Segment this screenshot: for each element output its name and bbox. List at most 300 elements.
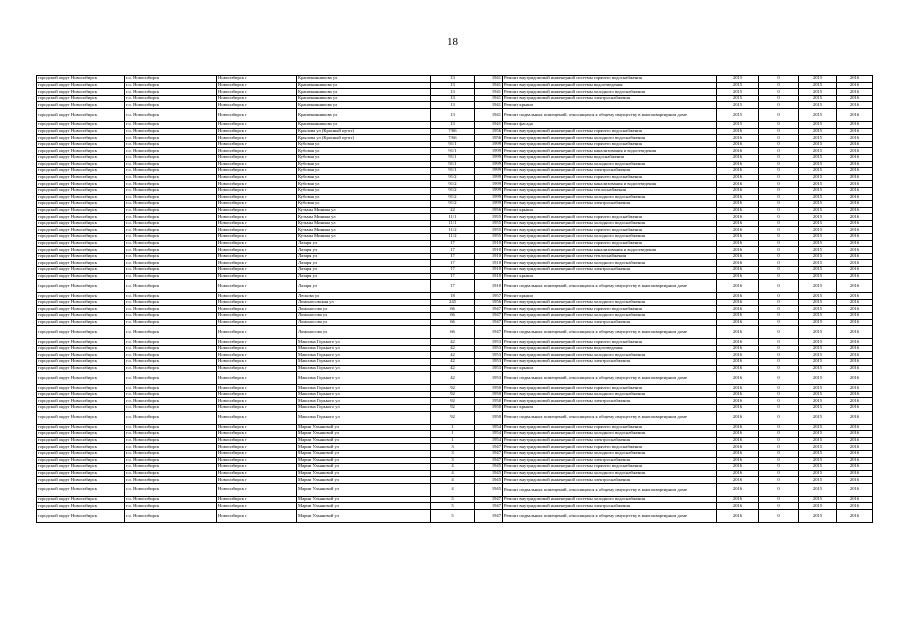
table-body: [37, 76, 873, 523]
cell-build-year: 1955: [475, 220, 503, 227]
cell-period-end: 2016: [837, 365, 873, 372]
cell-period-end: 2016: [837, 431, 873, 438]
table-row: [37, 313, 873, 320]
cell-period-end: 2016: [837, 95, 873, 102]
cell-municipal-district: г.о. Новосибирск: [125, 372, 217, 385]
cell-period-start: 2015: [799, 339, 837, 346]
cell-street: Кубовая ул: [297, 148, 431, 155]
cell-municipality: городской округ Новосибирск: [37, 240, 125, 247]
cell-locality: Новосибирск г: [217, 102, 297, 109]
cell-locality: Новосибирск г: [217, 240, 297, 247]
capital-repair-table: [36, 75, 872, 523]
cell-build-year: 1953: [475, 352, 503, 359]
cell-locality: Новосибирск г: [217, 181, 297, 188]
cell-locality: Новосибирск г: [217, 267, 297, 274]
cell-work-type: Ремонт внутридомовой инженерной системы канализования и водоотведения: [503, 247, 717, 254]
cell-plan-year: 2016: [717, 273, 759, 280]
cell-plan-year: 2015: [717, 102, 759, 109]
cell-period-start: 2015: [799, 181, 837, 188]
cell-build-year: 1954: [475, 437, 503, 444]
cell-plan-year: 2016: [717, 510, 759, 523]
cell-build-year: 1950: [475, 404, 503, 411]
cell-cost: 0: [759, 240, 799, 247]
cell-municipality: городской округ Новосибирск: [37, 404, 125, 411]
cell-cost: 0: [759, 293, 799, 300]
cell-house-number: 4: [431, 477, 475, 484]
cell-locality: Новосибирск г: [217, 431, 297, 438]
cell-period-end: 2016: [837, 141, 873, 148]
cell-work-type: Ремонт внутридомовой инженерной системы холодного водоснабжения: [503, 194, 717, 201]
cell-work-type: Ремонт внутридомовой инженерной системы электроснабжения: [503, 477, 717, 484]
table-row: [37, 450, 873, 457]
cell-build-year: 1947: [475, 319, 503, 326]
cell-period-end: 2016: [837, 234, 873, 241]
table-row: [37, 477, 873, 484]
cell-plan-year: 2016: [717, 181, 759, 188]
cell-build-year: 1947: [475, 450, 503, 457]
cell-period-start: 2015: [799, 201, 837, 208]
cell-house-number: 1: [431, 424, 475, 431]
cell-cost: 0: [759, 483, 799, 496]
cell-work-type: Ремонт внутридомовой инженерной системы холодного водоснабжения: [503, 352, 717, 359]
cell-period-end: 2016: [837, 280, 873, 293]
cell-cost: 0: [759, 477, 799, 484]
table-row: [37, 234, 873, 241]
cell-locality: Новосибирск г: [217, 496, 297, 503]
cell-locality: Новосибирск г: [217, 260, 297, 267]
cell-locality: Новосибирск г: [217, 398, 297, 405]
cell-period-end: 2016: [837, 293, 873, 300]
cell-locality: Новосибирск г: [217, 345, 297, 352]
cell-cost: 0: [759, 141, 799, 148]
cell-work-type: Ремонт внутридомовой инженерной системы холодного водоснабжения: [503, 135, 717, 142]
cell-municipal-district: г.о. Новосибирск: [125, 76, 217, 83]
table-row: [37, 510, 873, 523]
cell-house-number: 13: [431, 82, 475, 89]
cell-build-year: 1945: [475, 483, 503, 496]
cell-municipal-district: г.о. Новосибирск: [125, 424, 217, 431]
cell-period-end: 2016: [837, 76, 873, 83]
cell-municipal-district: г.о. Новосибирск: [125, 240, 217, 247]
cell-house-number: 17: [431, 267, 475, 274]
cell-period-end: 2016: [837, 450, 873, 457]
cell-municipal-district: г.о. Новосибирск: [125, 457, 217, 464]
cell-house-number: 3: [431, 450, 475, 457]
cell-plan-year: 2016: [717, 267, 759, 274]
table-row: [37, 168, 873, 175]
cell-work-type: Ремонт внутридомовой инженерной системы канализования и водоотведения: [503, 181, 717, 188]
cell-locality: Новосибирск г: [217, 141, 297, 148]
cell-period-end: 2016: [837, 267, 873, 274]
cell-locality: Новосибирск г: [217, 437, 297, 444]
cell-locality: Новосибирск г: [217, 319, 297, 326]
cell-plan-year: 2016: [717, 470, 759, 477]
cell-work-type: Ремонт внутридомовой инженерной системы горячего водоснабжения: [503, 141, 717, 148]
cell-municipality: городской округ Новосибирск: [37, 260, 125, 267]
cell-period-end: 2016: [837, 247, 873, 254]
cell-period-end: 2016: [837, 326, 873, 339]
table-row: [37, 76, 873, 83]
cell-plan-year: 2016: [717, 503, 759, 510]
cell-municipality: городской округ Новосибирск: [37, 299, 125, 306]
cell-work-type: Ремонт внутридомовой инженерной системы горячего водоснабжения: [503, 464, 717, 471]
cell-build-year: 1941: [475, 82, 503, 89]
cell-street: Максима Горького ул: [297, 404, 431, 411]
cell-build-year: 1950: [475, 385, 503, 392]
cell-municipality: городской округ Новосибирск: [37, 220, 125, 227]
cell-municipal-district: г.о. Новосибирск: [125, 214, 217, 221]
cell-house-number: 3: [431, 444, 475, 451]
cell-municipality: городской округ Новосибирск: [37, 477, 125, 484]
cell-cost: 0: [759, 247, 799, 254]
cell-street: Крылова ул (Красный пр-кт): [297, 128, 431, 135]
cell-locality: Новосибирск г: [217, 234, 297, 241]
cell-work-type: Ремонт внутридомовой инженерной системы электроснабжения: [503, 457, 717, 464]
cell-period-start: 2015: [799, 411, 837, 424]
cell-municipality: городской округ Новосибирск: [37, 358, 125, 365]
cell-cost: 0: [759, 227, 799, 234]
cell-municipality: городской округ Новосибирск: [37, 450, 125, 457]
cell-municipal-district: г.о. Новосибирск: [125, 168, 217, 175]
cell-municipality: городской округ Новосибирск: [37, 457, 125, 464]
cell-cost: 0: [759, 496, 799, 503]
cell-work-type: Ремонт внутридомовой инженерной системы горячего водоснабжения: [503, 444, 717, 451]
cell-street: Крашенинникова ул: [297, 102, 431, 109]
table-row: [37, 220, 873, 227]
cell-period-end: 2016: [837, 227, 873, 234]
table-row: [37, 352, 873, 359]
cell-street: Лазаря ул: [297, 267, 431, 274]
cell-municipal-district: г.о. Новосибирск: [125, 411, 217, 424]
cell-cost: 0: [759, 299, 799, 306]
cell-build-year: 1956: [475, 128, 503, 135]
cell-municipality: городской округ Новосибирск: [37, 280, 125, 293]
cell-plan-year: 2016: [717, 424, 759, 431]
cell-municipality: городской округ Новосибирск: [37, 227, 125, 234]
table-row: [37, 214, 873, 221]
cell-work-type: Ремонт внутридомовой инженерной системы водоотведения: [503, 82, 717, 89]
cell-build-year: 1999: [475, 141, 503, 148]
cell-municipality: городской округ Новосибирск: [37, 339, 125, 346]
cell-cost: 0: [759, 450, 799, 457]
table-row: [37, 201, 873, 208]
cell-house-number: 13: [431, 95, 475, 102]
cell-cost: 0: [759, 108, 799, 121]
cell-municipality: городской округ Новосибирск: [37, 313, 125, 320]
cell-work-type: Ремонт подвальных помещений, относящихся к общему имуществу в многоквартирном доме: [503, 108, 717, 121]
cell-municipal-district: г.о. Новосибирск: [125, 313, 217, 320]
table-row: [37, 437, 873, 444]
table-row: [37, 187, 873, 194]
cell-locality: Новосибирск г: [217, 385, 297, 392]
cell-street: Кубовая ул: [297, 161, 431, 168]
cell-locality: Новосибирск г: [217, 470, 297, 477]
cell-period-start: 2015: [799, 135, 837, 142]
cell-street: Лескова ул: [297, 293, 431, 300]
cell-period-end: 2016: [837, 253, 873, 260]
table-row: [37, 267, 873, 274]
cell-cost: 0: [759, 411, 799, 424]
cell-street: Марии Ульяновой ул: [297, 431, 431, 438]
cell-street: Крылова ул (Красный пр-кт): [297, 135, 431, 142]
cell-plan-year: 2016: [717, 352, 759, 359]
cell-work-type: Ремонт внутридомовой инженерной системы горячего водоснабжения: [503, 174, 717, 181]
cell-build-year: 1955: [475, 227, 503, 234]
cell-cost: 0: [759, 253, 799, 260]
cell-build-year: 1947: [475, 457, 503, 464]
cell-work-type: Ремонт внутридомовой инженерной системы электроснабжения: [503, 201, 717, 208]
cell-build-year: 1941: [475, 89, 503, 96]
cell-municipal-district: г.о. Новосибирск: [125, 483, 217, 496]
cell-work-type: Ремонт подвальных помещений, относящихся к общему имуществу в многоквартирном доме: [503, 280, 717, 293]
cell-build-year: 1910: [475, 273, 503, 280]
cell-cost: 0: [759, 470, 799, 477]
cell-period-end: 2016: [837, 319, 873, 326]
cell-build-year: 1999: [475, 148, 503, 155]
cell-work-type: Ремонт внутридомовой инженерной системы холодного водоснабжения: [503, 313, 717, 320]
cell-cost: 0: [759, 174, 799, 181]
cell-work-type: Ремонт крыши: [503, 273, 717, 280]
cell-municipality: городской округ Новосибирск: [37, 293, 125, 300]
cell-period-start: 2015: [799, 503, 837, 510]
cell-cost: 0: [759, 404, 799, 411]
cell-period-end: 2016: [837, 299, 873, 306]
cell-municipal-district: г.о. Новосибирск: [125, 154, 217, 161]
cell-cost: 0: [759, 372, 799, 385]
cell-cost: 0: [759, 95, 799, 102]
cell-period-end: 2016: [837, 240, 873, 247]
cell-municipal-district: г.о. Новосибирск: [125, 444, 217, 451]
cell-cost: 0: [759, 431, 799, 438]
cell-locality: Новосибирск г: [217, 121, 297, 128]
cell-street: Максима Горького ул: [297, 352, 431, 359]
cell-house-number: 11/1: [431, 214, 475, 221]
cell-municipal-district: г.о. Новосибирск: [125, 95, 217, 102]
table-row: [37, 385, 873, 392]
cell-municipality: городской округ Новосибирск: [37, 411, 125, 424]
cell-cost: 0: [759, 313, 799, 320]
cell-build-year: 1910: [475, 253, 503, 260]
cell-locality: Новосибирск г: [217, 128, 297, 135]
cell-street: Кубовая ул: [297, 141, 431, 148]
cell-municipal-district: г.о. Новосибирск: [125, 431, 217, 438]
table-row: [37, 470, 873, 477]
cell-work-type: Ремонт подвальных помещений, относящихся к общему имуществу в многоквартирном доме: [503, 372, 717, 385]
cell-street: Максима Горького ул: [297, 372, 431, 385]
cell-locality: Новосибирск г: [217, 174, 297, 181]
cell-period-end: 2016: [837, 207, 873, 214]
cell-period-start: 2015: [799, 102, 837, 109]
cell-cost: 0: [759, 161, 799, 168]
cell-period-start: 2015: [799, 372, 837, 385]
cell-municipality: городской округ Новосибирск: [37, 102, 125, 109]
cell-street: Марии Ульяновой ул: [297, 444, 431, 451]
cell-plan-year: 2015: [717, 76, 759, 83]
cell-street: Кубовая ул: [297, 168, 431, 175]
cell-municipal-district: г.о. Новосибирск: [125, 280, 217, 293]
cell-house-number: 5: [431, 503, 475, 510]
cell-house-number: 1: [431, 431, 475, 438]
cell-house-number: 92: [431, 411, 475, 424]
cell-period-end: 2016: [837, 148, 873, 155]
cell-locality: Новосибирск г: [217, 247, 297, 254]
cell-build-year: 1947: [475, 503, 503, 510]
cell-locality: Новосибирск г: [217, 326, 297, 339]
cell-municipality: городской округ Новосибирск: [37, 352, 125, 359]
cell-cost: 0: [759, 398, 799, 405]
cell-period-end: 2016: [837, 391, 873, 398]
cell-locality: Новосибирск г: [217, 411, 297, 424]
cell-period-start: 2015: [799, 128, 837, 135]
cell-municipality: городской округ Новосибирск: [37, 391, 125, 398]
cell-work-type: Ремонт внутридомовой инженерной системы горячего водоснабжения: [503, 339, 717, 346]
table-row: [37, 148, 873, 155]
cell-plan-year: 2016: [717, 299, 759, 306]
table-row: [37, 102, 873, 109]
table-row: [37, 319, 873, 326]
cell-municipality: городской округ Новосибирск: [37, 234, 125, 241]
cell-locality: Новосибирск г: [217, 214, 297, 221]
cell-street: Кубовая ул: [297, 181, 431, 188]
cell-period-end: 2016: [837, 187, 873, 194]
cell-house-number: 17: [431, 253, 475, 260]
cell-municipality: городской округ Новосибирск: [37, 207, 125, 214]
cell-work-type: Ремонт внутридомовой инженерной системы горячего водоснабжения: [503, 214, 717, 221]
cell-build-year: 1955: [475, 234, 503, 241]
cell-street: Марии Ульяновой ул: [297, 470, 431, 477]
cell-street: Лазаря ул: [297, 253, 431, 260]
cell-work-type: Ремонт внутридомовой инженерной системы холодного водоснабжения: [503, 220, 717, 227]
cell-street: Кубовая ул: [297, 194, 431, 201]
cell-locality: Новосибирск г: [217, 424, 297, 431]
cell-period-start: 2015: [799, 148, 837, 155]
cell-plan-year: 2016: [717, 234, 759, 241]
cell-work-type: Ремонт внутридомовой инженерной системы водоснабжения: [503, 154, 717, 161]
cell-plan-year: 2016: [717, 174, 759, 181]
cell-build-year: 1999: [475, 161, 503, 168]
cell-cost: 0: [759, 260, 799, 267]
cell-house-number: 17: [431, 280, 475, 293]
cell-locality: Новосибирск г: [217, 293, 297, 300]
table-row: [37, 253, 873, 260]
cell-municipality: городской округ Новосибирск: [37, 510, 125, 523]
cell-plan-year: 2016: [717, 293, 759, 300]
cell-build-year: 1941: [475, 108, 503, 121]
cell-work-type: Ремонт внутридомовой инженерной системы электроснабжения: [503, 319, 717, 326]
cell-locality: Новосибирск г: [217, 161, 297, 168]
cell-plan-year: 2016: [717, 437, 759, 444]
cell-house-number: 91/2: [431, 174, 475, 181]
cell-build-year: 1950: [475, 411, 503, 424]
cell-municipal-district: г.о. Новосибирск: [125, 247, 217, 254]
cell-street: Марии Ульяновой ул: [297, 424, 431, 431]
cell-municipal-district: г.о. Новосибирск: [125, 352, 217, 359]
cell-plan-year: 2016: [717, 496, 759, 503]
cell-locality: Новосибирск г: [217, 108, 297, 121]
cell-municipality: городской округ Новосибирск: [37, 141, 125, 148]
cell-build-year: 1956: [475, 135, 503, 142]
cell-period-start: 2015: [799, 470, 837, 477]
cell-build-year: 1999: [475, 181, 503, 188]
cell-period-start: 2015: [799, 444, 837, 451]
cell-cost: 0: [759, 89, 799, 96]
cell-locality: Новосибирск г: [217, 280, 297, 293]
cell-municipal-district: г.о. Новосибирск: [125, 273, 217, 280]
cell-house-number: 5: [431, 510, 475, 523]
cell-locality: Новосибирск г: [217, 372, 297, 385]
cell-period-start: 2015: [799, 161, 837, 168]
cell-house-number: 91/2: [431, 194, 475, 201]
cell-house-number: 13: [431, 102, 475, 109]
cell-street: Лазаря ул: [297, 273, 431, 280]
cell-cost: 0: [759, 128, 799, 135]
cell-work-type: Ремонт внутридомовой инженерной системы холодного водоснабжения: [503, 260, 717, 267]
table-row: [37, 391, 873, 398]
cell-municipality: городской округ Новосибирск: [37, 345, 125, 352]
cell-plan-year: 2016: [717, 326, 759, 339]
cell-municipality: городской округ Новосибирск: [37, 187, 125, 194]
cell-build-year: 1999: [475, 174, 503, 181]
cell-municipality: городской округ Новосибирск: [37, 306, 125, 313]
cell-municipal-district: г.о. Новосибирск: [125, 293, 217, 300]
cell-build-year: 1953: [475, 358, 503, 365]
table-row: [37, 227, 873, 234]
cell-street: Кубовая ул: [297, 174, 431, 181]
cell-work-type: Ремонт внутридомовой инженерной системы канализования и водоотведения: [503, 148, 717, 155]
cell-house-number: 66: [431, 306, 475, 313]
cell-cost: 0: [759, 391, 799, 398]
cell-period-end: 2016: [837, 496, 873, 503]
cell-house-number: 5: [431, 496, 475, 503]
cell-work-type: Ремонт внутридомовой инженерной системы горячего водоснабжения: [503, 385, 717, 392]
cell-period-start: 2015: [799, 240, 837, 247]
cell-work-type: Ремонт подвальных помещений, относящихся к общему имуществу в многоквартирном доме: [503, 326, 717, 339]
cell-period-end: 2016: [837, 181, 873, 188]
cell-house-number: 92: [431, 385, 475, 392]
cell-municipal-district: г.о. Новосибирск: [125, 135, 217, 142]
cell-street: Марии Ульяновой ул: [297, 496, 431, 503]
cell-work-type: Ремонт внутридомовой инженерной системы холодного водоснабжения: [503, 234, 717, 241]
cell-cost: 0: [759, 194, 799, 201]
cell-plan-year: 2016: [717, 227, 759, 234]
cell-municipality: городской округ Новосибирск: [37, 181, 125, 188]
cell-cost: 0: [759, 187, 799, 194]
cell-cost: 0: [759, 385, 799, 392]
cell-locality: Новосибирск г: [217, 148, 297, 155]
cell-street: Марии Ульяновой ул: [297, 477, 431, 484]
cell-period-end: 2016: [837, 385, 873, 392]
table-row: [37, 82, 873, 89]
cell-locality: Новосибирск г: [217, 194, 297, 201]
cell-cost: 0: [759, 154, 799, 161]
cell-cost: 0: [759, 457, 799, 464]
cell-municipal-district: г.о. Новосибирск: [125, 141, 217, 148]
cell-street: Лазаря ул: [297, 280, 431, 293]
cell-cost: 0: [759, 168, 799, 175]
cell-plan-year: 2016: [717, 457, 759, 464]
cell-plan-year: 2016: [717, 464, 759, 471]
cell-period-start: 2015: [799, 247, 837, 254]
cell-municipal-district: г.о. Новосибирск: [125, 450, 217, 457]
table-row: [37, 247, 873, 254]
cell-build-year: 1999: [475, 187, 503, 194]
cell-plan-year: 2016: [717, 411, 759, 424]
cell-period-end: 2016: [837, 470, 873, 477]
cell-plan-year: 2016: [717, 391, 759, 398]
cell-municipal-district: г.о. Новосибирск: [125, 503, 217, 510]
cell-cost: 0: [759, 424, 799, 431]
cell-municipal-district: г.о. Новосибирск: [125, 161, 217, 168]
